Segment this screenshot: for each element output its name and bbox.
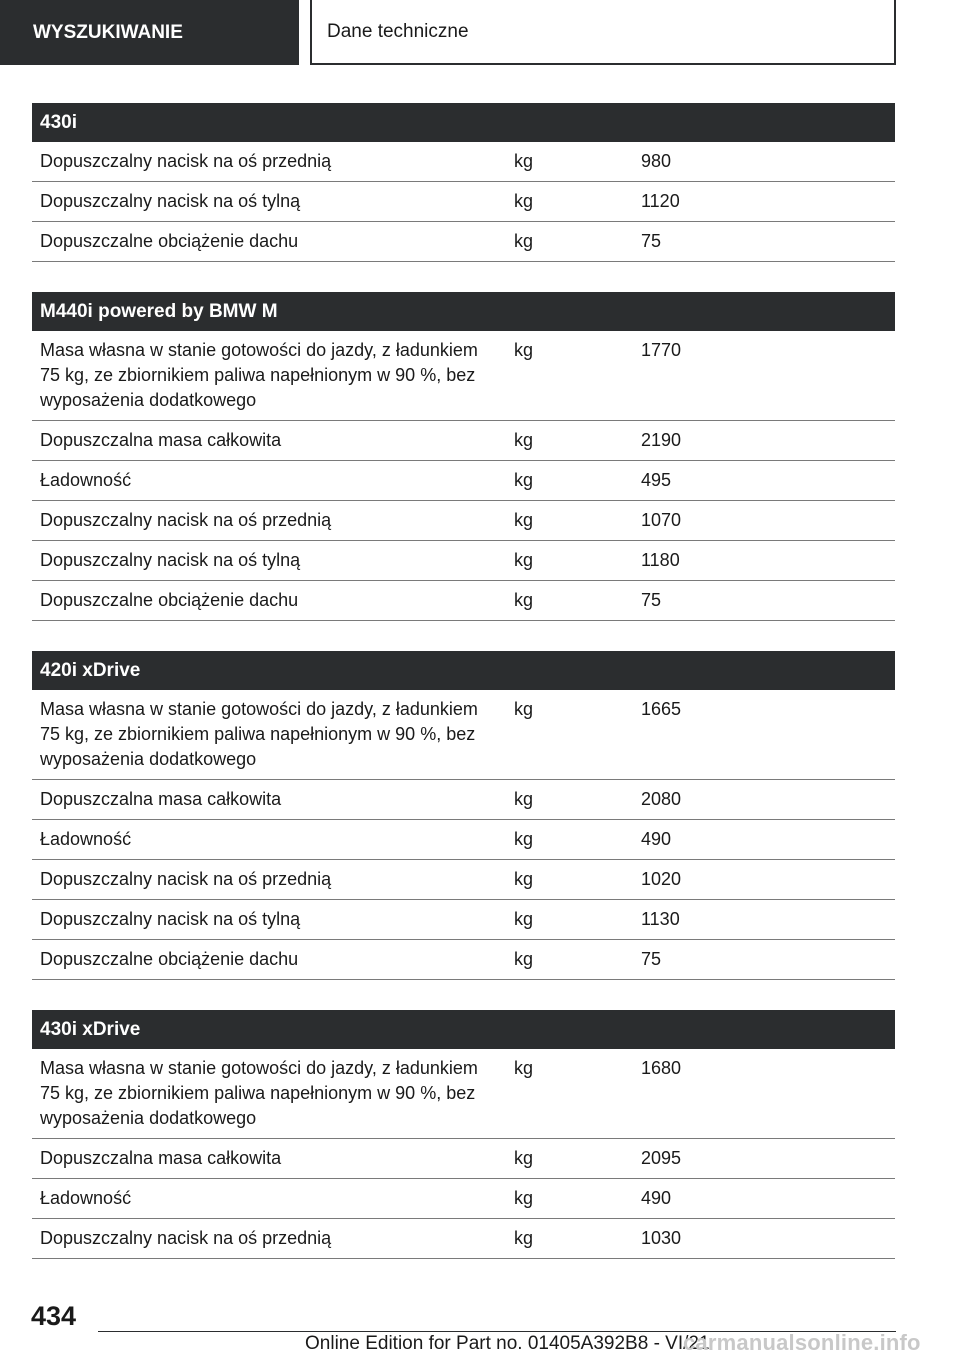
row-unit: kg xyxy=(514,340,534,360)
row-description: Dopuszczalny nacisk na oś tylną xyxy=(40,550,301,570)
row-value: 2190 xyxy=(641,430,682,450)
row-unit: kg xyxy=(514,909,534,929)
row-unit: kg xyxy=(514,550,534,570)
row-description: Dopuszczalna masa całkowita xyxy=(40,1148,282,1168)
page-header xyxy=(0,0,960,66)
row-unit: kg xyxy=(514,430,534,450)
section-title-tab[interactable] xyxy=(310,0,896,65)
table-row xyxy=(32,690,895,780)
table-row xyxy=(32,780,895,820)
row-value: 75 xyxy=(641,949,662,969)
table-row xyxy=(32,421,895,461)
table-row xyxy=(32,461,895,501)
table-row xyxy=(32,581,895,621)
row-description: Dopuszczalny nacisk na oś przednią xyxy=(40,869,332,889)
row-description: Ładowność xyxy=(40,1188,132,1208)
row-unit: kg xyxy=(514,510,534,530)
row-value: 1030 xyxy=(641,1228,682,1248)
row-description: Dopuszczalne obciążenie dachu xyxy=(40,949,299,969)
watermark-logo[interactable]: carmanualsonline.info xyxy=(683,1330,921,1355)
row-description: Dopuszczalny nacisk na oś przednią xyxy=(40,510,332,530)
table-row xyxy=(32,860,895,900)
row-description: Dopuszczalny nacisk na oś tylną xyxy=(40,909,301,929)
table-row xyxy=(32,900,895,940)
edition-text: Online Edition for Part no. 01405A392B8 - VI/21 xyxy=(305,1333,710,1354)
row-value: 490 xyxy=(641,1188,672,1208)
row-description: Ładowność xyxy=(40,829,132,849)
page-footer xyxy=(0,1290,960,1362)
table-title: 430i xDrive xyxy=(32,1010,895,1049)
row-value: 1665 xyxy=(641,699,682,719)
table-row xyxy=(32,1179,895,1219)
table-row xyxy=(32,142,895,182)
table-row xyxy=(32,820,895,860)
row-unit: kg xyxy=(514,231,534,251)
row-unit: kg xyxy=(514,829,534,849)
table-row xyxy=(32,1219,895,1259)
row-unit: kg xyxy=(514,191,534,211)
row-description: Ładowność xyxy=(40,470,132,490)
spec-table xyxy=(32,103,895,262)
row-unit: kg xyxy=(514,151,534,171)
row-unit: kg xyxy=(514,1058,534,1078)
row-description: Masa własna w stanie gotowości do jazdy, z ładunkiem 75 kg, ze zbiornikiem paliwa napełnionym w 90 %, bez wyposażenia dodatkowego xyxy=(40,1058,478,1128)
row-unit: kg xyxy=(514,1228,534,1248)
row-unit: kg xyxy=(514,1188,534,1208)
table-title: 420i xDrive xyxy=(32,651,895,690)
row-value: 1070 xyxy=(641,510,682,530)
spec-table xyxy=(32,1010,895,1259)
table-title: M440i powered by BMW M xyxy=(32,292,895,331)
row-description: Dopuszczalny nacisk na oś tylną xyxy=(40,191,301,211)
row-unit: kg xyxy=(514,869,534,889)
row-value: 75 xyxy=(641,590,662,610)
row-value: 75 xyxy=(641,231,662,251)
table-row xyxy=(32,331,895,421)
table-title: 430i xyxy=(32,103,895,142)
row-unit: kg xyxy=(514,1148,534,1168)
row-description: Dopuszczalny nacisk na oś przednią xyxy=(40,1228,332,1248)
row-unit: kg xyxy=(514,470,534,490)
row-description: Dopuszczalny nacisk na oś przednią xyxy=(40,151,332,171)
row-value: 1120 xyxy=(641,191,680,211)
table-row xyxy=(32,541,895,581)
spec-table xyxy=(32,651,895,980)
row-unit: kg xyxy=(514,949,534,969)
row-value: 2080 xyxy=(641,789,682,809)
spec-table xyxy=(32,292,895,621)
search-tab[interactable] xyxy=(0,0,299,65)
row-value: 490 xyxy=(641,829,672,849)
row-unit: kg xyxy=(514,590,534,610)
table-row xyxy=(32,1139,895,1179)
row-description: Dopuszczalne obciążenie dachu xyxy=(40,231,299,251)
table-row xyxy=(32,1049,895,1139)
row-value: 2095 xyxy=(641,1148,682,1168)
row-value: 980 xyxy=(641,151,672,171)
row-description: Dopuszczalna masa całkowita xyxy=(40,430,282,450)
row-value: 495 xyxy=(641,470,672,490)
row-value: 1130 xyxy=(641,909,680,929)
row-unit: kg xyxy=(514,699,534,719)
table-row xyxy=(32,222,895,262)
page-number: 434 xyxy=(31,1301,77,1331)
row-value: 1180 xyxy=(641,550,680,570)
row-value: 1680 xyxy=(641,1058,682,1078)
row-value: 1020 xyxy=(641,869,682,889)
row-unit: kg xyxy=(514,789,534,809)
table-row xyxy=(32,940,895,980)
spec-tables xyxy=(32,103,895,1289)
section-title: Dane techniczne xyxy=(327,20,469,42)
search-tab-label: WYSZUKIWANIE xyxy=(33,21,183,43)
row-description: Masa własna w stanie gotowości do jazdy, z ładunkiem 75 kg, ze zbiornikiem paliwa napełnionym w 90 %, bez wyposażenia dodatkowego xyxy=(40,340,478,410)
row-value: 1770 xyxy=(641,340,682,360)
table-row xyxy=(32,501,895,541)
row-description: Dopuszczalna masa całkowita xyxy=(40,789,282,809)
row-description: Masa własna w stanie gotowości do jazdy, z ładunkiem 75 kg, ze zbiornikiem paliwa napełnionym w 90 %, bez wyposażenia dodatkowego xyxy=(40,699,478,769)
table-row xyxy=(32,182,895,222)
row-description: Dopuszczalne obciążenie dachu xyxy=(40,590,299,610)
